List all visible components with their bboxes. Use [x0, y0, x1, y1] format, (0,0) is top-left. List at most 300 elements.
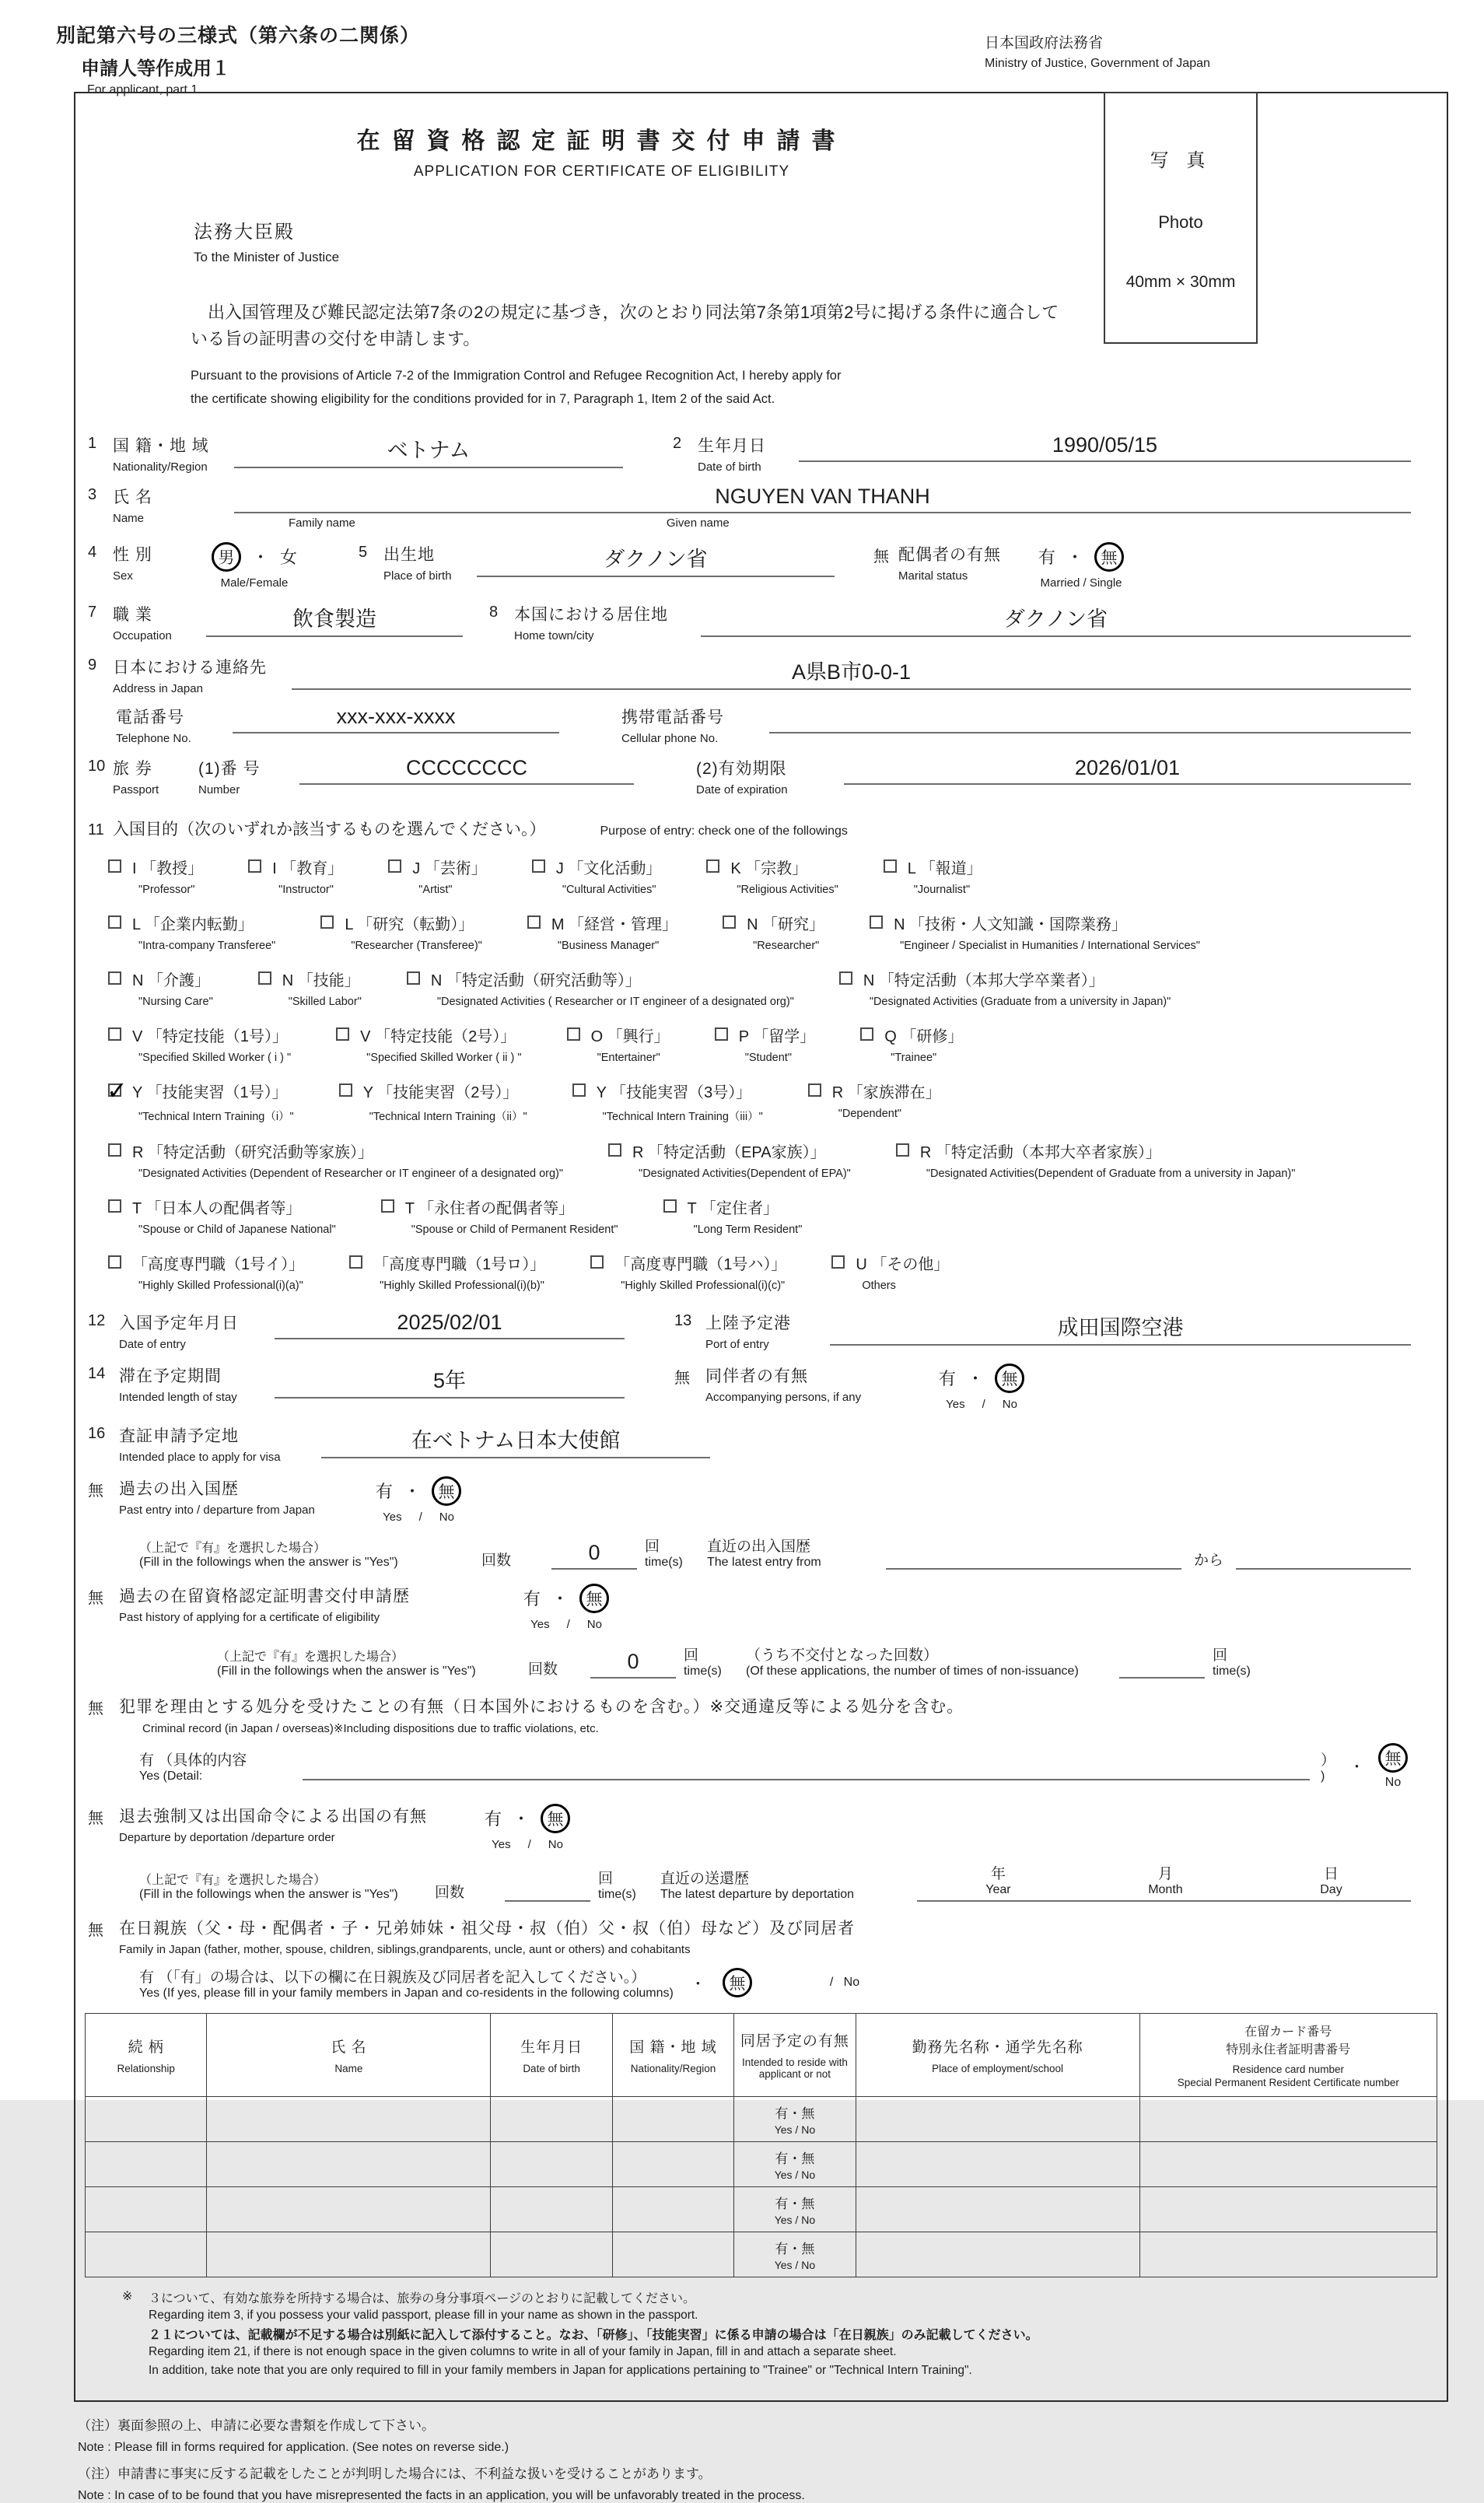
checkbox-icon[interactable]	[349, 1255, 362, 1269]
family-table-cell[interactable]	[491, 2096, 612, 2141]
address-japan-field[interactable]: A県B市0-0-1	[292, 655, 1411, 690]
purpose-option-jp: R 「特定活動（EPA家族）」	[632, 1143, 826, 1161]
dob-field[interactable]: 1990/05/15	[799, 433, 1411, 462]
pursuant-en	[191, 365, 1073, 411]
coe-history-label-en: Past history of applying for a certificate of eligibility	[119, 1610, 380, 1624]
minister-jp: 法務大臣殿	[194, 222, 295, 243]
purpose-option-jp: N 「特定活動（本邦大学卒業者）」	[863, 971, 1104, 989]
checkbox-icon[interactable]	[108, 1143, 121, 1157]
purpose-option[interactable]	[108, 1024, 291, 1064]
criminal-close-jp: ）	[1320, 1752, 1335, 1770]
family-table-cell[interactable]	[207, 2141, 491, 2186]
purpose-option[interactable]	[723, 912, 824, 952]
outer-notes	[78, 2414, 1484, 2503]
row-entry-port	[85, 1311, 1426, 1351]
ministry-block	[985, 31, 1210, 71]
passport-number-label	[198, 756, 299, 796]
dob-label-en: Date of birth	[698, 460, 761, 474]
checkbox-icon[interactable]	[339, 1083, 352, 1097]
checkbox-icon[interactable]	[108, 971, 121, 985]
family-table-cell[interactable]	[856, 2096, 1139, 2141]
form-title-en: APPLICATION FOR CERTIFICATE OF ELIGIBILITY	[413, 163, 790, 180]
checkbox-icon[interactable]	[839, 971, 852, 985]
item15-number: 無	[674, 1369, 690, 1387]
deportation-cond-jp: （上記で『有』を選択した場合）	[139, 1873, 327, 1887]
sex-options	[184, 542, 324, 590]
passport-label-jp: 旅 券	[113, 759, 152, 778]
checkbox-icon[interactable]	[248, 859, 261, 873]
purpose-option-jp: K 「宗教」	[730, 859, 808, 877]
purpose-option[interactable]	[532, 856, 662, 896]
coe-history-cond	[217, 1647, 528, 1679]
latest-entry-from-field[interactable]	[886, 1541, 1181, 1570]
purpose-option-label	[132, 856, 203, 896]
checkbox-icon[interactable]	[608, 1143, 621, 1157]
purpose-option[interactable]	[108, 912, 275, 952]
sex-male-option[interactable]: 男	[212, 542, 241, 572]
purpose-option-jp: J 「芸術」	[412, 859, 487, 877]
nationality-label-jp: 国 籍・地 域	[113, 436, 209, 455]
checkbox-icon[interactable]	[590, 1255, 604, 1269]
family-japan-slash-no: / No	[829, 1976, 860, 1990]
family-table-cell[interactable]	[1139, 2232, 1437, 2277]
coe-history-label-jp: 過去の在留資格認定証明書交付申請歴	[119, 1587, 410, 1605]
pursuant-en-line1: Pursuant to the provisions of Article 7-2 of the Immigration Control and Refugee Recognition Act, I hereby apply for	[191, 369, 842, 383]
sex-dot: ・	[251, 548, 269, 568]
family-name-caption: Family name	[289, 516, 355, 530]
marital-married-option[interactable]: 有	[1038, 548, 1056, 568]
family-table-cell[interactable]	[1139, 2096, 1437, 2141]
purpose-option-jp: R 「家族滞在」	[831, 1083, 941, 1101]
deportation-yes-option[interactable]: 有	[485, 1809, 502, 1829]
checkbox-checked-icon[interactable]	[108, 1083, 121, 1097]
accompany-slash: /	[982, 1397, 985, 1411]
cellphone-label-en: Cellular phone No.	[621, 731, 719, 745]
purpose-option-label	[282, 968, 362, 1008]
birthplace-field[interactable]: ダクノン省	[477, 542, 835, 577]
nationality-field[interactable]: ベトナム	[234, 433, 623, 468]
purpose-option-label	[132, 1080, 294, 1124]
purpose-option-jp: V 「特定技能（1号）」	[132, 1027, 289, 1045]
family-japan-dot: ・	[690, 1976, 705, 1993]
family-japan-no-option[interactable]: 無	[723, 1968, 752, 1997]
non-issuance-en: (Of these applications, the number of times of non-issuance)	[746, 1664, 1079, 1678]
latest-deportation-en: The latest departure by deportation	[660, 1887, 855, 1901]
address-japan-label	[113, 655, 292, 695]
purpose-option-jp: M 「経営・管理」	[551, 915, 678, 933]
purpose-grid	[85, 856, 1426, 1292]
past-entry-times-en: time(s)	[645, 1555, 683, 1569]
purpose-option[interactable]	[608, 1139, 851, 1180]
accompany-yes-option[interactable]: 有	[939, 1369, 957, 1389]
purpose-option-label	[591, 1024, 670, 1064]
family-table-row	[86, 2232, 1437, 2277]
checkbox-icon[interactable]	[715, 1027, 728, 1041]
length-stay-label-jp: 滞在予定期間	[119, 1367, 222, 1385]
purpose-option[interactable]	[896, 1139, 1296, 1180]
row-name	[85, 485, 1426, 530]
deportation-day-label: 日 Day	[1320, 1865, 1342, 1896]
purpose-header	[85, 817, 1426, 840]
purpose-option[interactable]	[860, 1024, 963, 1064]
checkbox-icon[interactable]	[381, 1199, 394, 1213]
purpose-option[interactable]	[336, 1024, 521, 1064]
marital-single-option[interactable]: 無	[1094, 542, 1124, 572]
family-japan-label	[119, 1916, 855, 1956]
family-table-head	[86, 2013, 1437, 2096]
past-entry-count-jp: 回数	[481, 1552, 512, 1569]
purpose-option[interactable]	[870, 912, 1200, 952]
deportation-times-en: time(s)	[598, 1887, 636, 1901]
checkbox-icon[interactable]	[108, 1255, 121, 1269]
outer-note-1-jp: （注）裏面参照の上、申請に必要な書類を作成して下さい。	[78, 2417, 435, 2433]
coe-history-yes-option[interactable]: 有	[523, 1589, 541, 1609]
checkbox-icon[interactable]	[567, 1027, 580, 1041]
family-table-cell[interactable]	[86, 2096, 207, 2141]
purpose-option-en: "Technical Intern Training（ii）"	[369, 1110, 527, 1123]
family-table-row	[86, 2096, 1437, 2141]
coe-history-count-field[interactable]: 0	[590, 1650, 676, 1679]
purpose-option-label	[597, 1080, 763, 1124]
purpose-option-jp: I 「教授」	[132, 859, 204, 877]
criminal-no-option-wrap	[1378, 1743, 1408, 1790]
item18-number: 無	[88, 1589, 103, 1607]
photo-box[interactable]	[1104, 92, 1258, 344]
accompany-no-option[interactable]: 無	[995, 1364, 1024, 1393]
purpose-option-en: "Spouse or Child of Permanent Resident"	[411, 1223, 618, 1236]
checkbox-icon[interactable]	[860, 1027, 873, 1041]
deportation-cond	[139, 1870, 435, 1902]
criminal-yes-jp: 有 （具体的内容	[139, 1752, 247, 1770]
family-table-cell[interactable]	[207, 2232, 491, 2277]
outer-note-1-en: Note : Please fill in forms required for application. (See notes on reverse side.)	[78, 2440, 509, 2454]
ministry-en: Ministry of Justice, Government of Japan	[985, 57, 1210, 70]
passport-expiry-label-jp: (2)有効期限	[696, 759, 787, 778]
dob-label-jp: 生年月日	[698, 436, 766, 455]
occupation-field[interactable]: 飲食製造	[206, 602, 463, 637]
criminal-no-option[interactable]: 無	[1378, 1743, 1408, 1773]
purpose-option-label	[272, 856, 343, 896]
coe-history-cond-jp: （上記で『有』を選択した場合）	[217, 1650, 404, 1664]
accompany-yes-en: Yes	[946, 1397, 965, 1411]
ministry-jp: 日本国政府法務省	[985, 35, 1104, 51]
checkbox-icon[interactable]	[388, 859, 401, 873]
purpose-option-label	[363, 1080, 527, 1124]
non-issuance-count-field[interactable]	[1119, 1650, 1205, 1679]
purpose-option-en: "Student"	[744, 1051, 792, 1064]
purpose-option-label	[132, 1024, 291, 1064]
purpose-option[interactable]	[884, 856, 982, 896]
purpose-option-label	[739, 1024, 816, 1064]
purpose-row-1	[85, 856, 1426, 896]
passport-number-field[interactable]: CCCCCCCC	[299, 756, 634, 785]
form-box	[74, 92, 1448, 2402]
item4-number: 4	[88, 543, 97, 561]
purpose-option[interactable]	[258, 968, 362, 1008]
checkbox-icon[interactable]	[108, 1199, 121, 1213]
purpose-option-label	[551, 912, 677, 952]
checkbox-icon[interactable]	[258, 971, 271, 985]
item17-number: 無	[88, 1482, 103, 1500]
checkbox-icon[interactable]	[320, 915, 334, 929]
coe-history-dot: ・	[551, 1589, 569, 1609]
purpose-option[interactable]	[839, 968, 1171, 1008]
item19-number: 無	[88, 1700, 103, 1717]
reside-yesno-cell[interactable]: 有・無 Yes / No	[734, 2232, 856, 2277]
purpose-option-en: "Researcher (Transferee)"	[351, 939, 482, 952]
accompany-label-jp: 同伴者の有無	[705, 1367, 808, 1385]
family-table-cell[interactable]	[491, 2232, 612, 2277]
purpose-option[interactable]	[339, 1080, 527, 1124]
coe-history-slash: /	[566, 1617, 570, 1631]
coe-history-no-option[interactable]: 無	[579, 1584, 609, 1613]
latest-entry-to-field[interactable]	[1236, 1541, 1411, 1570]
purpose-option-label	[688, 1195, 803, 1236]
purpose-row-7	[85, 1195, 1426, 1236]
coe-history-cond-en: (Fill in the followings when the answer is "Yes")	[217, 1664, 476, 1678]
passport-number-label-en: Number	[198, 782, 240, 796]
checkbox-icon[interactable]	[407, 971, 420, 985]
accompany-label-en: Accompanying persons, if any	[705, 1390, 862, 1404]
purpose-option[interactable]	[831, 1252, 949, 1292]
passport-expiry-field[interactable]: 2026/01/01	[844, 756, 1411, 785]
name-field[interactable]: NGUYEN VAN THANH	[234, 485, 1411, 513]
purpose-option-label	[405, 1195, 618, 1236]
family-table-cell[interactable]	[491, 2186, 612, 2232]
family-table-cell[interactable]	[856, 2141, 1139, 2186]
checkbox-icon[interactable]	[896, 1143, 909, 1157]
purpose-option-label	[132, 968, 213, 1008]
purpose-option[interactable]	[108, 1195, 336, 1236]
marital-label-en: Marital status	[898, 569, 968, 583]
purpose-option-label	[863, 968, 1171, 1008]
pursuant-jp: 出入国管理及び難民認定法第7条の2の規定に基づき，次のとおり同法第7条第1項第2号に掲げる条件に適合している旨の証明書の交付を申請します。	[191, 303, 1059, 349]
outer-note-2-en: Note : In case of to be found that you have misrepresented the facts in an application, you will be unfavorably treated in the process.	[78, 2488, 805, 2502]
purpose-option-label	[894, 912, 1200, 952]
checkbox-icon[interactable]	[706, 859, 719, 873]
purpose-option-label	[856, 1252, 949, 1292]
row-criminal-record	[85, 1694, 1426, 1735]
cellphone-field[interactable]	[769, 705, 1411, 733]
visa-place-field[interactable]: 在ベトナム日本大使館	[321, 1423, 710, 1458]
family-table-cell[interactable]	[207, 2186, 491, 2232]
purpose-option-en: "Skilled Labor"	[288, 995, 362, 1008]
purpose-option[interactable]	[108, 1252, 304, 1292]
marital-label	[898, 542, 1038, 583]
family-table-row	[86, 2186, 1437, 2232]
purpose-option[interactable]	[572, 1080, 763, 1124]
coe-history-count-jp: 回数	[528, 1661, 558, 1678]
purpose-option-en: "Journalist"	[913, 883, 971, 896]
purpose-option-en: "Technical Intern Training（iii）"	[602, 1110, 763, 1123]
checkbox-icon[interactable]	[572, 1083, 586, 1097]
past-entry-yes-option[interactable]: 有	[376, 1482, 394, 1502]
purpose-option-en: "Cultural Activities"	[562, 883, 656, 896]
checkbox-icon[interactable]	[870, 915, 883, 929]
purpose-option-en: "Highly Skilled Professional(i)(a)"	[138, 1279, 303, 1292]
item11-number: 11	[88, 821, 104, 838]
family-table-cell[interactable]	[491, 2141, 612, 2186]
purpose-option-en: Others	[862, 1279, 896, 1292]
name-captions	[234, 513, 1411, 530]
reside-yesno-cell[interactable]: 有・無 Yes / No	[734, 2186, 856, 2232]
family-table-header: 国 籍・地 域 Nationality/Region	[612, 2013, 733, 2096]
row-deportation-detail	[85, 1862, 1426, 1902]
criminal-yes-en: Yes (Detail:	[139, 1770, 203, 1784]
purpose-option-jp: Y 「技能実習（1号）」	[132, 1083, 288, 1101]
marital-dot: ・	[1066, 548, 1084, 568]
form-reference-number: 別記第六号の三様式（第六条の二関係）	[56, 25, 421, 47]
deportation-yes-en: Yes	[492, 1837, 511, 1851]
purpose-option[interactable]	[663, 1195, 803, 1236]
inner-note-2-jp: ２１については、記載欄が不足する場合は別紙に記入して添付すること。なお、「研修」、「技能実習」に係る申請の場合は「在日親族」のみ記載してください。	[149, 2328, 1038, 2342]
latest-deportation-label	[660, 1867, 917, 1902]
item9-number: 9	[88, 656, 97, 674]
purpose-option-en: "Highly Skilled Professional(i)(c)"	[621, 1279, 786, 1292]
marital-options	[1038, 542, 1124, 590]
purpose-option[interactable]	[108, 1139, 563, 1180]
checkbox-icon[interactable]	[527, 915, 541, 929]
purpose-option-jp: V 「特定技能（2号）」	[360, 1027, 516, 1045]
purpose-option[interactable]	[320, 912, 482, 952]
item5-number: 5	[359, 543, 368, 561]
purpose-option-label	[373, 1252, 545, 1292]
passport-expiry-label-en: Date of expiration	[696, 782, 788, 796]
family-table-cell[interactable]	[207, 2096, 491, 2141]
family-table-cell[interactable]	[86, 2186, 207, 2232]
name-field-wrap	[234, 485, 1411, 530]
item6-number: 無	[873, 548, 889, 565]
checkbox-icon[interactable]	[108, 859, 121, 873]
purpose-option-jp: 「高度専門職（1号ハ）」	[614, 1255, 787, 1273]
family-table-cell[interactable]	[612, 2186, 733, 2232]
criminal-no-en: No	[1384, 1775, 1402, 1789]
family-table-cell[interactable]	[1139, 2141, 1437, 2186]
row-passport	[85, 756, 1426, 796]
family-table-cell[interactable]	[612, 2232, 733, 2277]
row-sex-birthplace-marital	[85, 542, 1426, 590]
family-table-cell[interactable]	[86, 2232, 207, 2277]
port-entry-field[interactable]: 成田国際空港	[830, 1311, 1411, 1346]
purpose-option[interactable]	[248, 856, 343, 896]
past-entry-no-en: No	[439, 1510, 454, 1524]
deportation-no-en: No	[548, 1837, 563, 1851]
hometown-field[interactable]: ダクノン省	[701, 602, 1411, 637]
inner-note-1-en: Regarding item 3, if you possess your valid passport, please fill in your name as shown in the passport.	[149, 2308, 698, 2322]
purpose-option[interactable]	[381, 1195, 618, 1236]
checkbox-icon[interactable]	[884, 859, 897, 873]
purpose-option[interactable]	[715, 1024, 816, 1064]
checkbox-icon[interactable]	[831, 1255, 845, 1269]
purpose-option-en: "Instructor"	[278, 883, 334, 896]
port-entry-label-jp: 上陸予定港	[705, 1314, 791, 1332]
sex-female-option[interactable]: 女	[280, 548, 298, 568]
purpose-option[interactable]	[590, 1252, 786, 1292]
past-entry-count-field[interactable]: 0	[551, 1541, 637, 1570]
deportation-no-option[interactable]: 無	[541, 1804, 570, 1833]
purpose-option-en: "Designated Activities(Dependent of EPA)"	[639, 1167, 851, 1180]
name-label	[113, 485, 234, 525]
purpose-option[interactable]	[567, 1024, 670, 1064]
purpose-option-label	[730, 856, 838, 896]
family-table-cell[interactable]	[86, 2141, 207, 2186]
checkbox-icon[interactable]	[108, 1027, 121, 1041]
coe-history-yes-en: Yes	[530, 1617, 550, 1631]
row-visa-place	[85, 1423, 1426, 1464]
reside-yesno-cell[interactable]: 有・無 Yes / No	[734, 2141, 856, 2186]
telephone-field[interactable]: xxx-xxx-xxxx	[233, 705, 559, 733]
item21-number: 無	[88, 1921, 103, 1939]
item8-number: 8	[489, 603, 499, 621]
passport-number-label-jp: (1)番 号	[198, 759, 261, 778]
family-table-cell[interactable]	[612, 2096, 733, 2141]
purpose-option-en: "Designated Activities (Dependent of Researcher or IT engineer of a designated org)"	[138, 1167, 564, 1180]
past-entry-slash: /	[418, 1510, 422, 1524]
purpose-option[interactable]	[349, 1252, 545, 1292]
cellphone-label	[621, 705, 769, 745]
checkbox-icon[interactable]	[336, 1027, 349, 1041]
criminal-detail-field[interactable]	[303, 1752, 1310, 1780]
item7-number: 7	[88, 603, 97, 621]
purpose-option[interactable]	[808, 1080, 941, 1120]
coe-history-options	[523, 1584, 609, 1631]
purpose-option[interactable]	[706, 856, 838, 896]
checkbox-icon[interactable]	[723, 915, 736, 929]
family-table-cell[interactable]	[856, 2232, 1139, 2277]
birthplace-label-en: Place of birth	[383, 569, 452, 583]
length-stay-field[interactable]: 5年	[275, 1364, 625, 1399]
pursuant-statement	[191, 299, 1073, 411]
purpose-option-en: "Specified Skilled Worker ( ii ) "	[366, 1051, 522, 1064]
date-entry-field[interactable]: 2025/02/01	[275, 1311, 625, 1339]
purpose-option[interactable]	[108, 968, 213, 1008]
deportation-count-field[interactable]	[505, 1873, 590, 1902]
row-phones	[85, 705, 1426, 745]
purpose-option[interactable]	[108, 1080, 294, 1124]
family-table-cell[interactable]	[1139, 2186, 1437, 2232]
item10-number: 10	[88, 757, 106, 775]
purpose-option[interactable]	[108, 856, 203, 896]
past-entry-count-label	[481, 1549, 551, 1570]
family-table-cell[interactable]	[612, 2141, 733, 2186]
checkbox-icon[interactable]	[532, 859, 545, 873]
purpose-option-label	[360, 1024, 521, 1064]
row-occupation-hometown	[85, 602, 1426, 642]
purpose-row-6	[85, 1139, 1426, 1180]
deportation-date-field[interactable]	[917, 1862, 1411, 1902]
family-japan-label-jp: 在日親族（父・母・配偶者・子・兄弟姉妹・祖父母・叔（伯）父・叔（伯）母など）及び同居者	[119, 1919, 855, 1938]
telephone-label-jp: 電話番号	[116, 708, 184, 726]
deportation-count-jp: 回数	[435, 1884, 465, 1901]
sex-label-jp: 性 別	[113, 545, 152, 564]
purpose-option[interactable]	[527, 912, 677, 952]
purpose-option[interactable]	[407, 968, 794, 1008]
past-entry-cond-jp: （上記で『有』を選択した場合）	[139, 1541, 327, 1555]
purpose-row-4	[85, 1024, 1426, 1064]
checkbox-icon[interactable]	[108, 915, 121, 929]
past-entry-no-option[interactable]: 無	[432, 1476, 461, 1506]
family-table-cell[interactable]	[856, 2186, 1139, 2232]
reside-yesno-cell[interactable]: 有・無 Yes / No	[734, 2096, 856, 2141]
port-entry-label-en: Port of entry	[705, 1337, 769, 1351]
checkbox-icon[interactable]	[663, 1199, 677, 1213]
inner-notes	[75, 2277, 1447, 2400]
checkbox-icon[interactable]	[808, 1083, 821, 1097]
purpose-option[interactable]	[388, 856, 487, 896]
family-table-header: 続 柄 Relationship	[86, 2013, 207, 2096]
pursuant-en-line2: the certificate showing eligibility for the conditions provided for in 7, Paragraph 1, Item 2 of the said Act.	[191, 391, 775, 406]
purpose-option-jp: 「高度専門職（1号ロ）」	[373, 1255, 546, 1273]
